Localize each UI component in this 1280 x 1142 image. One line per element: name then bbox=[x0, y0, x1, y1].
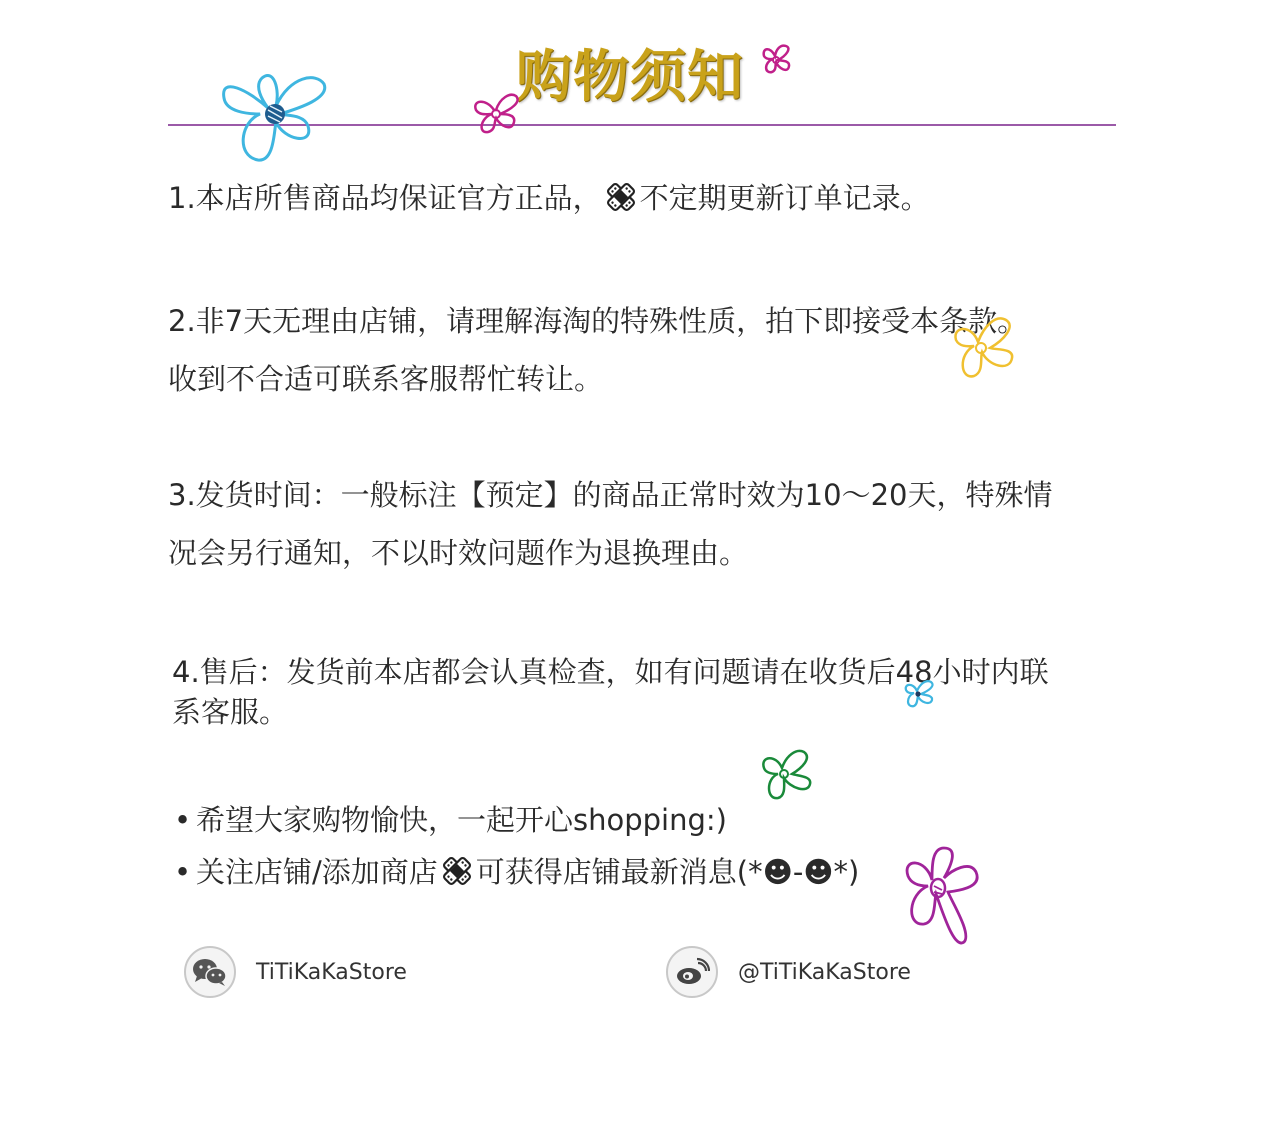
bullet-2-text-a: 关注店铺/添加商店 bbox=[196, 855, 438, 889]
notice-2 bbox=[168, 292, 1026, 408]
bullet-item bbox=[174, 846, 859, 898]
wechat-icon bbox=[184, 946, 236, 998]
bullet-symbol: • bbox=[174, 855, 192, 889]
purple-flower-icon bbox=[892, 846, 982, 950]
bullet-list bbox=[174, 794, 859, 898]
bandage-icon bbox=[440, 854, 474, 888]
pink-flower-icon bbox=[756, 42, 794, 80]
weibo-icon bbox=[666, 946, 718, 998]
page-title: 购物须知 bbox=[516, 45, 744, 110]
bullet-symbol: • bbox=[174, 803, 192, 837]
bandage-icon bbox=[604, 180, 638, 214]
notice-3-line-2: 况会另行通知，不以时效问题作为退换理由。 bbox=[168, 536, 749, 570]
notice-3 bbox=[168, 466, 1052, 582]
green-flower-icon bbox=[752, 748, 814, 804]
weibo-contact[interactable] bbox=[666, 946, 911, 998]
weibo-handle: @TiTiKaKaStore bbox=[738, 959, 911, 985]
wechat-contact[interactable] bbox=[184, 946, 407, 998]
bullet-2-text-b: 可获得店铺最新消息(*☻-☻*) bbox=[475, 855, 860, 889]
notice-1-text-b: 不定期更新订单记录。 bbox=[639, 181, 930, 215]
yellow-flower-icon bbox=[942, 312, 1018, 388]
blue-flower-small-icon bbox=[898, 678, 938, 712]
notice-2-line-2: 收到不合适可联系客服帮忙转让。 bbox=[168, 362, 604, 396]
notice-1-text-a: 1.本店所售商品均保证官方正品， bbox=[168, 181, 602, 215]
notice-3-line-1: 3.发货时间：一般标注【预定】的商品正常时效为10～20天，特殊情 bbox=[168, 478, 1053, 512]
wechat-handle: TiTiKaKaStore bbox=[256, 959, 407, 985]
magenta-flower-icon bbox=[466, 92, 524, 140]
notice-4-line-1: 4.售后：发货前本店都会认真检查，如有问题请在收货后48小时内联 bbox=[172, 655, 1049, 689]
notice-4-line-2: 系客服。 bbox=[172, 695, 289, 729]
blue-flower-large-icon bbox=[218, 70, 330, 166]
notice-1 bbox=[168, 176, 930, 220]
notice-2-line-1: 2.非7天无理由店铺，请理解海淘的特殊性质，拍下即接受本条款。 bbox=[168, 304, 1027, 338]
bullet-1-text: 希望大家购物愉快，一起开心shopping:) bbox=[196, 803, 727, 837]
